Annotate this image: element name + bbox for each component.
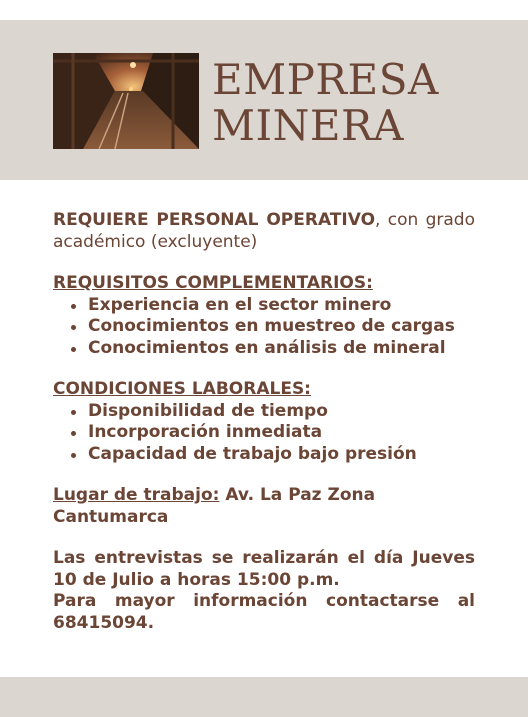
title-line-2: MINERA [212,101,404,150]
intro-paragraph [53,210,475,253]
list-item: Experiencia en el sector minero [88,295,475,317]
top-band [0,0,528,20]
contacto-paragraph: Para mayor información contactarse al 68415094. [53,591,475,633]
condiciones-list [53,401,475,466]
intro-rest: , con grado académico (excluyente) [53,210,475,252]
lugar-value: Av. La Paz Zona Cantumarca [53,485,376,527]
job-posting-body [53,210,475,634]
title-line-1: EMPRESA [212,55,439,104]
list-item: Conocimientos en análisis de mineral [88,338,475,360]
mine-tunnel-photo [53,53,199,149]
intro-bold: REQUIERE PERSONAL OPERATIVO [53,210,376,230]
condiciones-heading: CONDICIONES LABORALES: [53,379,311,399]
lugar-label: Lugar de trabajo: [53,485,220,505]
footer-band [0,677,528,717]
page-title [212,57,439,149]
list-item: Capacidad de trabajo bajo presión [88,444,475,466]
lugar-paragraph [53,485,475,528]
requisitos-list [53,295,475,360]
header-band [0,20,528,180]
requisitos-heading: REQUISITOS COMPLEMENTARIOS: [53,273,373,293]
entrevistas-paragraph: Las entrevistas se realizarán el día Jueves 10 de Julio a horas 15:00 p.m. [53,548,475,590]
list-item: Incorporación inmediata [88,422,475,444]
list-item: Disponibilidad de tiempo [88,401,475,423]
list-item: Conocimientos en muestreo de cargas [88,316,475,338]
